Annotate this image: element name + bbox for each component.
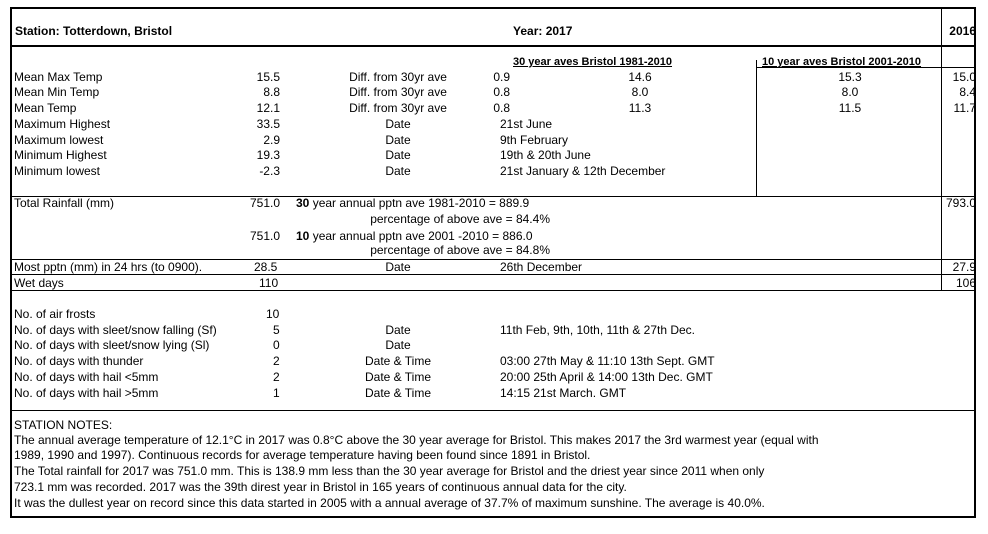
temp-diff-label: Diff. from 30yr ave xyxy=(349,85,447,99)
count-date-label: Date xyxy=(385,338,411,352)
extreme-date-label: Date xyxy=(385,117,411,131)
temp-value: 12.1 xyxy=(256,101,280,115)
temp-value: 15.5 xyxy=(256,70,280,84)
temp-ave10: 8.0 xyxy=(841,85,859,99)
count-value: 0 xyxy=(273,338,280,352)
extreme-date: 21st January & 12th December xyxy=(500,164,666,178)
count-date: 20:00 25th April & 14:00 13th Dec. GMT xyxy=(500,370,713,384)
most-pptn-value: 28.5 xyxy=(254,260,278,274)
station-name: Station: Totterdown, Bristol xyxy=(15,24,173,38)
count-label: No. of days with sleet/snow lying (Sl) xyxy=(14,338,210,352)
wet-days-value: 110 xyxy=(259,276,279,290)
temp-prev: 15.0 xyxy=(952,70,976,84)
notes-title: STATION NOTES: xyxy=(14,418,113,432)
extreme-label: Maximum Highest xyxy=(14,117,111,131)
temp-diff-value: 0.8 xyxy=(493,101,510,115)
extreme-date: 19th & 20th June xyxy=(500,148,591,162)
temp-ave30: 14.6 xyxy=(628,70,652,84)
temp-ave30: 8.0 xyxy=(631,85,649,99)
count-value: 2 xyxy=(273,370,280,384)
count-date-label: Date & Time xyxy=(364,354,432,368)
temp-label: Mean Temp xyxy=(14,101,77,115)
wet-days-prev: 106 xyxy=(955,276,976,290)
count-date-label: Date & Time xyxy=(364,370,432,384)
divider-wet-days xyxy=(10,290,976,291)
notes-line: 1989, 1990 and 1997). Continuous records for average temperature having been found since 1891 in Bristol. xyxy=(14,448,591,462)
count-date: 03:00 27th May & 11:10 13th Sept. GMT xyxy=(500,354,715,368)
count-value: 10 xyxy=(266,307,280,321)
count-date: 14:15 21st March. GMT xyxy=(500,386,627,400)
temp-ave10: 15.3 xyxy=(838,70,862,84)
report-year: Year: 2017 xyxy=(513,24,573,38)
rainfall-30yr-text: year annual pptn ave 1981-2010 = 889.9 xyxy=(309,196,530,210)
divider-10yr-column xyxy=(756,60,757,196)
ave-10yr-heading: 10 year aves Bristol 2001-2010 xyxy=(762,56,922,68)
count-label: No. of days with thunder xyxy=(14,354,144,368)
count-value: 1 xyxy=(273,386,280,400)
wet-days-label: Wet days xyxy=(14,276,64,290)
divider-2016-column xyxy=(941,7,942,290)
extreme-date: 21st June xyxy=(500,117,553,131)
extreme-date: 9th February xyxy=(500,133,569,147)
extreme-label: Minimum Highest xyxy=(14,148,107,162)
temp-label: Mean Max Temp xyxy=(14,70,103,84)
extreme-date-label: Date xyxy=(385,148,411,162)
extreme-value: 19.3 xyxy=(256,148,280,162)
temp-prev: 11.7 xyxy=(953,101,976,115)
most-pptn-date-label: Date xyxy=(385,260,411,274)
temp-diff-value: 0.9 xyxy=(493,70,510,84)
most-pptn-date: 26th December xyxy=(500,260,583,274)
temp-diff-value: 0.8 xyxy=(493,85,510,99)
count-label: No. of days with sleet/snow falling (Sf) xyxy=(14,323,217,337)
count-label: No. of days with hail >5mm xyxy=(14,386,159,400)
extreme-value: 33.5 xyxy=(256,117,280,131)
extreme-value: -2.3 xyxy=(259,164,280,178)
count-value: 2 xyxy=(273,354,280,368)
previous-year-heading: 2016 xyxy=(949,24,976,38)
temp-ave30: 11.3 xyxy=(628,101,652,115)
rainfall-30yr-percentage: percentage of above ave = 84.4% xyxy=(370,212,550,226)
rainfall-value: 751.0 xyxy=(249,196,280,210)
rainfall-30yr-number: 30 xyxy=(296,196,310,210)
count-date-label: Date & Time xyxy=(364,386,432,400)
extreme-value: 2.9 xyxy=(263,133,280,147)
rainfall-label: Total Rainfall (mm) xyxy=(14,196,115,210)
notes-line: It was the dullest year on record since this data started in 2005 with a annual average of 37.7% of maximum sunshine. The average is 40.0%. xyxy=(14,496,765,510)
count-date-label: Date xyxy=(385,323,411,337)
notes-line: The annual average temperature of 12.1°C in 2017 was 0.8°C above the 30 year average for Bristol. This makes 2017 the 3rd warmest year (equal with xyxy=(14,433,819,447)
notes-line: 723.1 mm was recorded. 2017 was the 39th direst year in Bristol in 165 years of continuous annual data for the city. xyxy=(14,480,627,494)
extreme-date-label: Date xyxy=(385,164,411,178)
count-date: 11th Feb, 9th, 10th, 11th & 27th Dec. xyxy=(500,323,696,337)
rainfall-10yr-ave xyxy=(296,229,533,244)
most-pptn-prev: 27.9 xyxy=(952,260,976,274)
temp-ave10: 11.5 xyxy=(838,101,862,115)
extreme-date-label: Date xyxy=(385,133,411,147)
ave-30yr-heading: 30 year aves Bristol 1981-2010 xyxy=(513,56,673,68)
temp-value: 8.8 xyxy=(263,85,280,99)
count-label: No. of air frosts xyxy=(14,307,96,321)
extreme-label: Minimum lowest xyxy=(14,164,101,178)
temp-diff-label: Diff. from 30yr ave xyxy=(349,70,447,84)
count-value: 5 xyxy=(273,323,280,337)
extreme-label: Maximum lowest xyxy=(14,133,104,147)
header-divider xyxy=(10,45,976,47)
temp-label: Mean Min Temp xyxy=(14,85,100,99)
temp-diff-label: Diff. from 30yr ave xyxy=(349,101,447,115)
rainfall-value-repeat: 751.0 xyxy=(249,229,280,243)
rainfall-10yr-text: year annual pptn ave 2001 -2010 = 886.0 xyxy=(309,229,533,243)
rainfall-10yr-number: 10 xyxy=(296,229,310,243)
rainfall-prev: 793.0 xyxy=(945,196,976,210)
count-label: No. of days with hail <5mm xyxy=(14,370,159,384)
temp-prev: 8.4 xyxy=(959,85,976,99)
rainfall-30yr-ave xyxy=(296,196,529,211)
divider-notes xyxy=(10,410,976,411)
rainfall-10yr-percentage: percentage of above ave = 84.8% xyxy=(370,243,550,257)
notes-line: The Total rainfall for 2017 was 751.0 mm. This is 138.9 mm less than the 30 year average for Bristol and the driest year since 2011 when only xyxy=(14,464,765,478)
most-pptn-label: Most pptn (mm) in 24 hrs (to 0900). xyxy=(14,260,203,274)
